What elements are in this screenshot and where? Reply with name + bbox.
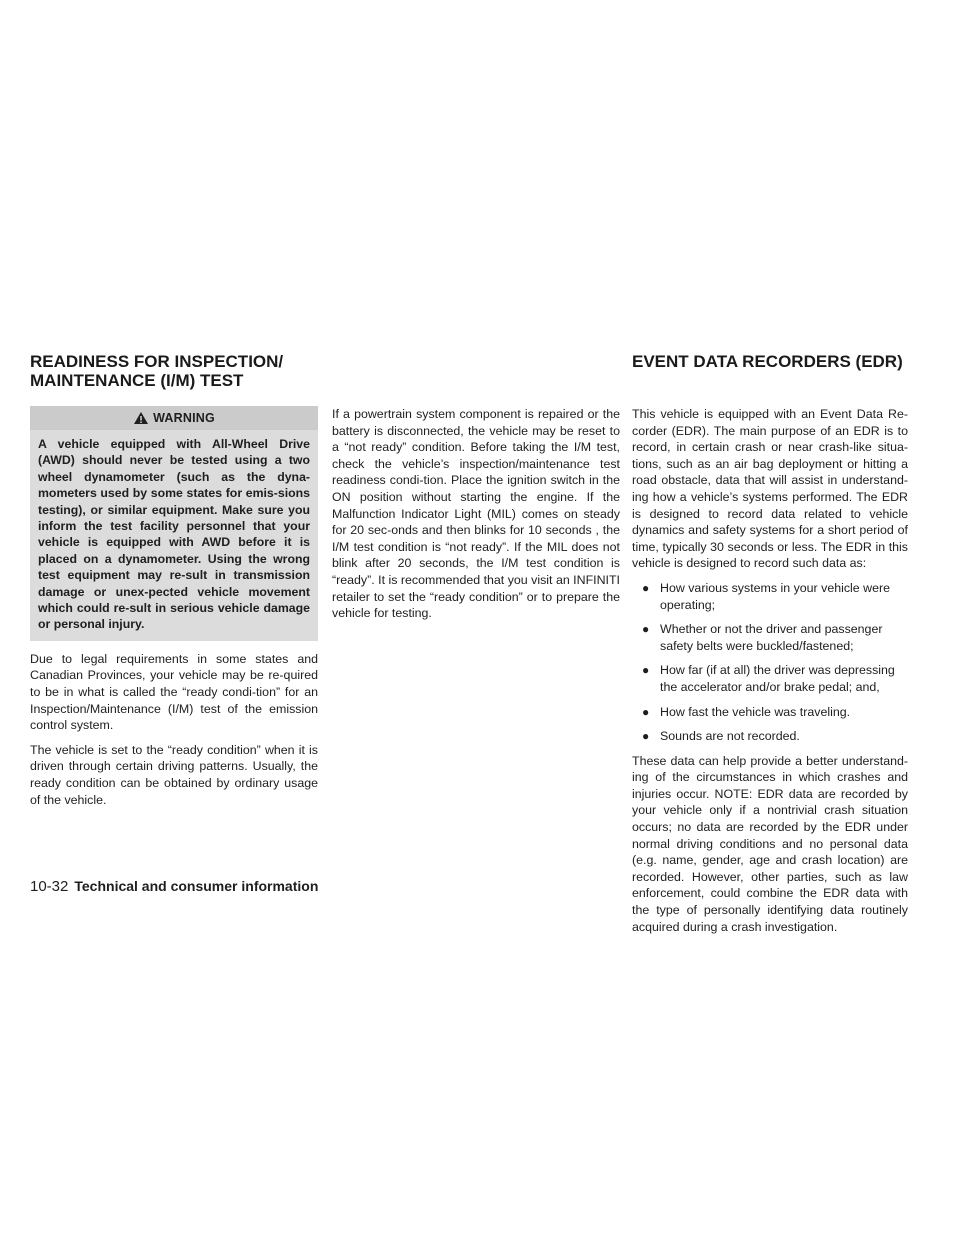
edr-data-list (632, 580, 908, 745)
list-item: ● How fast the vehicle was traveling. (642, 704, 851, 719)
middle-column (332, 406, 620, 630)
warning-text: A vehicle equipped with All-Wheel Drive (AWD) should never be tested using a two wheel dynamometer (such as the dyna-mometers used by some states for emis-sions testing), or similar equipment. Make sure you inform the test facility personnel that your vehicle is equipped with AWD before it is placed on a dynamometer. Using the wrong test equipment may re-sult in transmission damage or unex-pected vehicle movement which could re-sult in serious vehicle damage or personal injury. (38, 437, 310, 632)
bullet-icon: ● (642, 663, 650, 678)
warning-header (30, 406, 318, 430)
right-column (632, 406, 908, 943)
list-item: ● How far (if at all) the driver was depressing the accelerator and/or brake pedal; and, (642, 663, 895, 694)
list-item: ● Whether or not the driver and passenger safety belts were buckled/fastened; (642, 622, 883, 653)
page-number: 10-32 (30, 878, 69, 895)
paragraph: Due to legal requirements in some states and Canadian Provinces, your vehicle may be re-quired to be in what is called the “ready condi-tion” for an Inspection/Maintenance (I/M) test of the emission control system. (30, 651, 318, 733)
section-heading-im-test: READINESS FOR INSPECTION/ MAINTENANCE (I/M) TEST (30, 352, 284, 390)
warning-triangle-icon (133, 411, 149, 425)
section-heading-edr: EVENT DATA RECORDERS (EDR) (632, 352, 903, 371)
list-item: ● Sounds are not recorded. (642, 729, 800, 744)
paragraph: The vehicle is set to the “ready condition” when it is driven through certain driving patterns. Usually, the ready condition can be obtained by ordinary usage of the vehicle. (30, 742, 318, 807)
bullet-icon: ● (642, 622, 650, 637)
paragraph: This vehicle is equipped with an Event Data Re-corder (EDR). The main purpose of an EDR is to record, in certain crash or near crash-like situa-tions, such as an air bag deployment or hitting a road obstacle, data that will assist in understand-ing how a vehicle’s systems performed. The EDR is designed to record data related to vehicle dynamics and safety systems for a short period of time, typically 30 seconds or less. The EDR in this vehicle is designed to record such data as: (632, 407, 908, 571)
paragraph: If a powertrain system component is repaired or the battery is disconnected, the vehicle may be reset to a “not ready” condition. Before taking the I/M test, check the vehicle’s inspection/maintenance test readiness condi-tion. Place the ignition switch in the ON position without starting the engine. If the Malfunction Indicator Light (MIL) comes on steady for 20 sec-onds and then blinks for 10 seconds , the I/M test condition is “not ready”. If the MIL does not blink after 20 seconds, the I/M test condition is “ready”. It is recommended that you visit an INFINITI retailer to set the “ready condition” or to prepare the vehicle for testing. (332, 407, 620, 621)
paragraph: These data can help provide a better understand-ing of the circumstances in which crashes and injuries occur. NOTE: EDR data are recorded by your vehicle only if a nontrivial crash situation occurs; no data are recorded by the EDR under normal driving conditions and no personal data (e.g. name, gender, age and crash location) are recorded. However, other parties, such as law enforcement, could combine the EDR data with the type of personally identifying data routinely acquired during a crash investigation. (632, 753, 908, 934)
bullet-icon: ● (642, 580, 650, 595)
list-item: ● How various systems in your vehicle were operating; (642, 580, 890, 612)
left-column (30, 406, 318, 816)
bullet-icon: ● (642, 729, 650, 744)
section-name: Technical and consumer information (74, 878, 319, 894)
warning-label: WARNING (153, 410, 215, 425)
page-footer (30, 878, 318, 895)
warning-box (30, 406, 318, 641)
bullet-icon: ● (642, 704, 650, 719)
